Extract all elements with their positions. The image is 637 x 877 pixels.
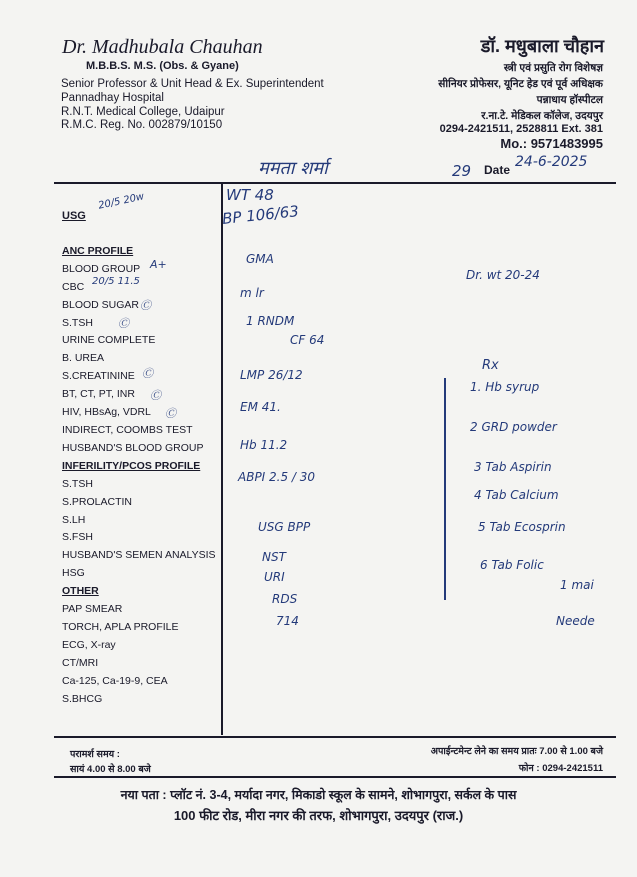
anc-item: BLOOD GROUP xyxy=(62,262,141,275)
rx-line: 3 Tab Aspirin xyxy=(474,460,552,474)
column-divider xyxy=(221,183,223,735)
infertility-item: S.TSH xyxy=(62,477,93,490)
note-line: URI xyxy=(264,570,285,584)
anc-item: HUSBAND'S BLOOD GROUP xyxy=(62,441,204,454)
rx-line: Dr. wt 20-24 xyxy=(466,268,540,282)
note-line: Hb 11.2 xyxy=(240,438,288,452)
infertility-item: S.FSH xyxy=(62,531,93,544)
usg-label: USG xyxy=(62,210,86,222)
note-line: ABPI 2.5 / 30 xyxy=(238,470,316,484)
note-line: RDS xyxy=(272,592,298,606)
position-hi: सीनियर प्रोफेसर, यूनिट हेड एवं पूर्व अधिक्षक xyxy=(438,78,603,90)
rx-line: 4 Tab Calcium xyxy=(474,488,559,502)
cbc-note: 20/5 11.5 xyxy=(92,276,140,287)
patient-name: ममता शर्मा xyxy=(258,158,328,179)
rx-line: 1. Hb syrup xyxy=(470,380,540,394)
anc-item: CBC xyxy=(62,280,85,293)
other-item: Ca-125, Ca-19-9, CEA xyxy=(62,674,168,687)
date-value: 24-6-2025 xyxy=(515,154,588,170)
rx-line: 1 mai xyxy=(560,578,594,592)
other-item: PAP SMEAR xyxy=(62,603,123,616)
doctor-name-hi: डॉ. मधुबाला चौहान xyxy=(480,36,604,56)
infertility-item: HUSBAND'S SEMEN ANALYSIS xyxy=(62,549,216,562)
note-line: EM 41. xyxy=(240,400,281,414)
hospital-en: Pannadhay Hospital xyxy=(61,92,164,104)
anc-item: S.CREATININE xyxy=(62,370,135,383)
usg-note: 20/5 20w xyxy=(97,191,146,212)
note-line: NST xyxy=(262,550,286,564)
rx-line: Neede xyxy=(556,614,595,628)
college-hi: र.ना.टे. मेडिकल कॉलेज, उदयपुर xyxy=(481,110,603,122)
infertility-heading: INFERILITY/PCOS PROFILE xyxy=(62,459,201,472)
other-item: CT/MRI xyxy=(62,656,99,669)
rx-line: 6 Tab Folic xyxy=(480,558,544,572)
hospital-hi: पन्नाधाय हॉस्पीटल xyxy=(536,94,603,106)
patient-age: 29 xyxy=(452,162,472,180)
consult-hours-label: परामर्श समय : xyxy=(70,749,120,760)
note-line: m lr xyxy=(240,286,264,300)
infertility-item: HSG xyxy=(62,567,85,580)
note-line: 1 RNDM xyxy=(246,314,295,328)
degree-en: M.B.B.S. M.S. (Obs. & Gyane) xyxy=(86,60,239,72)
note-line: CF 64 xyxy=(290,333,325,347)
footer-phone: फोन : 0294-2421511 xyxy=(518,763,603,774)
position-en: Senior Professor & Unit Head & Ex. Superintendent xyxy=(61,78,324,90)
rx-line: 2 GRD powder xyxy=(470,420,557,434)
anc-item: URINE COMPLETE xyxy=(62,334,156,347)
other-item: TORCH, APLA PROFILE xyxy=(62,620,179,633)
anc-item: HIV, HBsAg, VDRL xyxy=(62,406,151,419)
vitals-weight: WT 48 xyxy=(226,186,274,204)
other-item: S.BHCG xyxy=(62,692,103,705)
doctor-name-en: Dr. Madhubala Chauhan xyxy=(62,36,263,58)
pen-stroke xyxy=(444,378,446,600)
header-divider xyxy=(54,182,616,184)
anc-item: BT, CT, PT, INR xyxy=(62,388,135,401)
note-line: GMA xyxy=(246,252,274,266)
vitals-bp: BP 106/63 xyxy=(221,202,300,228)
anc-item: BLOOD SUGAR xyxy=(62,298,140,311)
infertility-item: S.LH xyxy=(62,513,86,526)
speciality-hi: स्त्री एवं प्रसुति रोग विशेषज्ञ xyxy=(503,62,603,74)
phone-header: 0294-2421511, 2528811 Ext. 381 xyxy=(439,123,603,135)
infertility-item: S.PROLACTIN xyxy=(62,495,133,508)
address-line-1: नया पता : प्लॉट नं. 3-4, मर्यादा नगर, मिकाडो स्कूल के सामने, शोभागपुरा, सर्कल के पास xyxy=(120,788,517,802)
consult-hours xyxy=(70,747,151,777)
appointment-time: अपाईन्टमेन्ट लेने का समय प्रातः 7.00 से 1.00 बजे xyxy=(430,746,603,757)
reg-en: R.M.C. Reg. No. 002879/10150 xyxy=(61,119,223,131)
blood-group-note: A+ xyxy=(150,258,167,271)
body-divider xyxy=(54,736,616,738)
note-line: USG BPP xyxy=(258,520,311,534)
college-en: R.N.T. Medical College, Udaipur xyxy=(61,106,225,118)
address-line-2: 100 फीट रोड, मीरा नगर की तरफ, शोभागपुरा, उदयपुर (राज.) xyxy=(173,808,464,823)
mobile: Mo.: 9571483995 xyxy=(500,136,603,151)
rx-line: Rx xyxy=(482,358,499,373)
other-heading: OTHER xyxy=(62,585,99,598)
stsh-note: Ⓒ xyxy=(118,317,129,330)
rx-line: 5 Tab Ecosprin xyxy=(478,520,566,534)
note-line: LMP 26/12 xyxy=(240,368,303,382)
bt-note: Ⓒ xyxy=(150,389,161,402)
blood-sugar-note: Ⓒ xyxy=(140,299,151,312)
anc-heading: ANC PROFILE xyxy=(62,244,134,257)
other-item: ECG, X-ray xyxy=(62,638,116,651)
note-line: 714 xyxy=(276,614,299,628)
hiv-note: Ⓒ xyxy=(165,407,176,420)
anc-item: INDIRECT, COOMBS TEST xyxy=(62,423,193,436)
anc-item: B. UREA xyxy=(62,352,105,365)
consult-hours-value: सायं 4.00 से 8.00 बजे xyxy=(70,764,151,775)
creatinine-note: Ⓒ xyxy=(142,367,153,380)
appointment-info xyxy=(431,743,603,777)
anc-item: S.TSH xyxy=(62,316,93,329)
date-label: Date xyxy=(484,163,511,177)
